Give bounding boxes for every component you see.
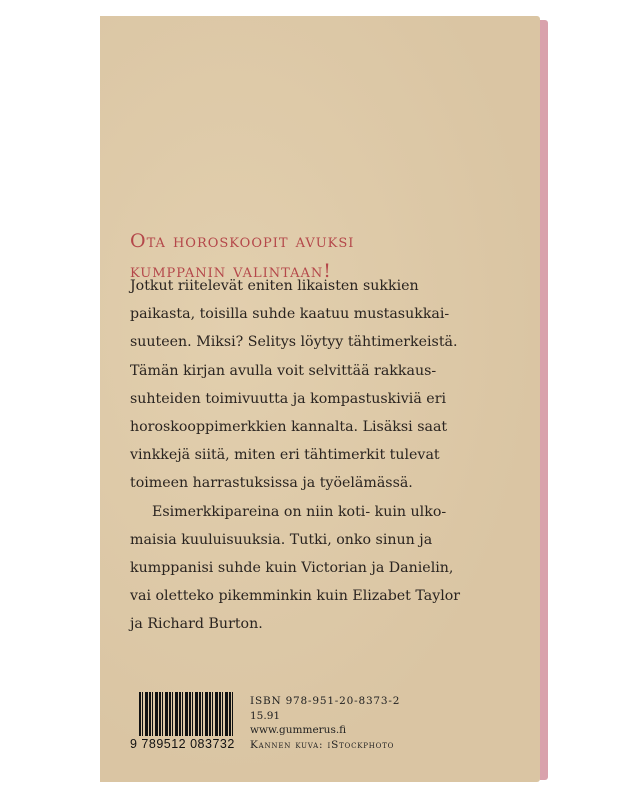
text-line: Esimerkkipareina on niin koti- kuin ulko- — [152, 503, 447, 520]
heading-line: Ota horoskoopit avuksi — [130, 230, 355, 252]
text-line: suuteen. Miksi? Selitys löytyy tähtimerkeistä. — [130, 334, 458, 351]
text-line: paikasta, toisilla suhde kaatuu mustasukkai- — [130, 306, 450, 323]
publisher-url: www.gummerus.fi — [250, 724, 347, 736]
isbn: ISBN 978-951-20-8373-2 — [250, 695, 401, 707]
paragraph-2 — [130, 498, 530, 639]
text-line: maisia kuuluisuuksia. Tutki, onko sinun ja — [130, 531, 433, 548]
blurb-text — [130, 272, 530, 639]
paragraph-1 — [130, 272, 530, 498]
text-line: vinkkejä siitä, miten eri tähtimerkit tulevat — [130, 447, 440, 464]
text-line: suhteiden toimivuutta ja kompastuskiviä eri — [130, 390, 447, 407]
text-line: vai oletteko pikemminkin kuin Elizabet Taylor — [130, 588, 461, 605]
cover-credit: Kannen kuva: iStockphoto — [250, 738, 395, 751]
barcode-number: 9 789512 083732 — [130, 737, 235, 751]
publication-info — [250, 694, 400, 752]
text-line: horoskooppimerkkien kannalta. Lisäksi saat — [130, 419, 448, 436]
text-line: kumppanisi suhde kuin Victorian ja Danielin, — [130, 560, 454, 577]
book-spine-edge — [540, 20, 548, 780]
barcode — [139, 692, 235, 736]
heading-line: kumppanin valintaan! — [130, 260, 332, 282]
text-line: toimeen harrastuksissa ja työelämässä. — [130, 475, 413, 492]
text-line: ja Richard Burton. — [130, 616, 263, 633]
classification-code: 15.91 — [250, 709, 281, 722]
text-line: Tämän kirjan avulla voit selvittää rakkaus- — [130, 362, 437, 379]
text-line: Jotkut riitelevät eniten likaisten sukkien — [130, 278, 419, 294]
